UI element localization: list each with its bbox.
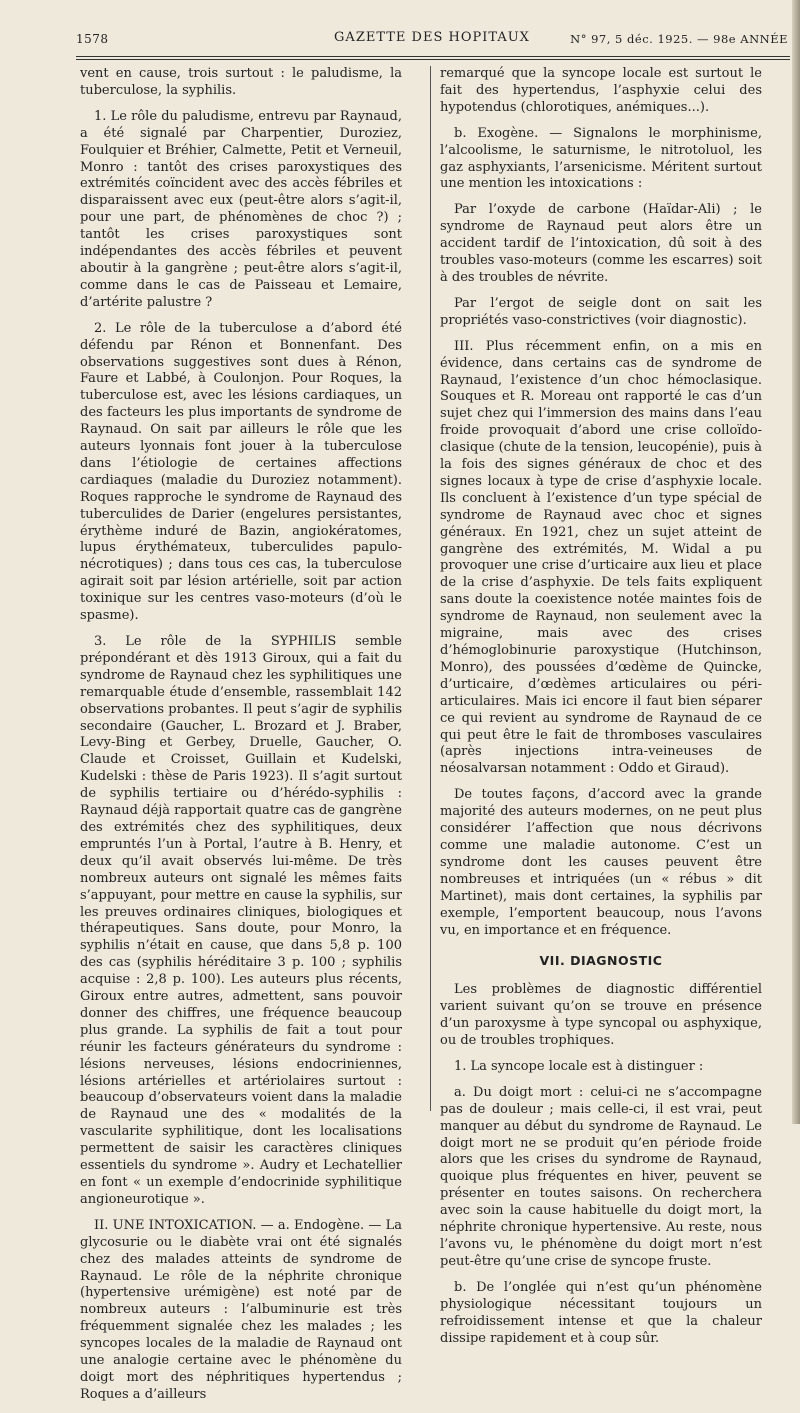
running-header: [76, 30, 788, 52]
paragraph: II. UNE INTOXICATION. — a. Endogène. — La glycosurie ou le diabète vrai ont été signalés chez des malades atteints de syndrome de Raynaud. Le rôle de la néphrite chronique (hypertensive urémigène) est noté par de nombreux auteurs : l’albuminurie est très fréquemment signalée chez les malades ; les syncopes locales de la maladie de Raynaud ont une analogie certaine avec le phénomène du doigt mort des néphritiques hypertendus ; Roques a d’ailleurs: [80, 1217, 402, 1402]
header-rule: [76, 59, 790, 60]
paragraph: 1. Le rôle du paludisme, entrevu par Raynaud, a été signalé par Charpentier, Duroziez, Foulquier et Bréhier, Calmette, Petit et Verneuil, Monro : tantôt des crises paroxystiques des extrémités coïncident avec des accès fébriles et disparaissent avec eux (peut-être alors s’agit-il, pour une part, de phénomènes de choc ?) ; tantôt les crises paroxystiques sont indépendantes des accès fébriles et peuvent aboutir à la gangrène ; peut-être alors s’agit-il, comme dans le cas de Paisseau et Lemaire, d’artérite palustre ?: [80, 108, 402, 310]
header-rule: [76, 56, 790, 57]
paragraph: 2. Le rôle de la tuberculose a d’abord été défendu par Rénon et Bonnenfant. Des observations suggestives sont dues à Rénon, Faure et Labbé, à Coulonjon. Pour Roques, la tuberculose est, avec les lésions cardiaques, un des facteurs les plus importants de syndrome de Raynaud. On sait par ailleurs le rôle que les auteurs lyonnais font jouer à la tuberculose dans l’étiologie de certaines affections cardiaques (maladie du Duroziez notamment). Roques rapproche le syndrome de Raynaud des tuberculides de Darier (engelures persistantes, érythème induré de Bazin, angiokératomes, lupus érythémateux, tuberculides papulo-nécrotiques) ; dans tous ces cas, la tuberculose agirait soit par lésion artérielle, soit par action toxinique sur les centres vaso-moteurs (d’où le spasme).: [80, 320, 402, 624]
right-column: [440, 66, 762, 1356]
paragraph: Par l’ergot de seigle dont on sait les propriétés vaso-constrictives (voir diagnostic).: [440, 295, 762, 328]
section-title: VII. DIAGNOSTIC: [539, 953, 663, 969]
paragraph: De toutes façons, d’accord avec la grande majorité des auteurs modernes, on ne peut plus considérer l’affection que nous décrivons comme une maladie autonome. C’est un syndrome dont les causes peuvent être nombreuses et intriquées (un « rébus » dit Martinet), mais dont certaines, la syphilis par exemple, l’emportent beaucoup, nous l’avons vu, en importance et en fréquence.: [440, 787, 762, 938]
paragraph: Par l’oxyde de carbone (Haïdar-Ali) ; le syndrome de Raynaud peut alors être un accident tardif de l’intoxication, dû soit à des troubles vaso-moteurs (comme les escarres) soit à des troubles de névrite.: [440, 202, 762, 285]
left-column: [80, 66, 402, 1413]
paragraph: a. Du doigt mort : celui-ci ne s’accompagne pas de douleur ; mais celle-ci, il est vrai, peut manquer au début du syndrome de Raynaud. Le doigt mort ne se produit qu’en période froide alors que les crises du syndrome de Raynaud, quoique plus fréquentes en hiver, peuvent se présenter en toutes saisons. On recherchera avec soin la cause habituelle du doigt mort, la néphrite chronique hypertensive. Au reste, nous l’avons vu, le phénomène du doigt mort n’est peut-être qu’une crise de syncope fruste.: [440, 1084, 762, 1269]
paragraph: remarqué que la syncope locale est surtout le fait des hypertendus, l’asphyxie celui des hypotendus (chlorotiques, anémiques...).: [440, 66, 762, 115]
page-number: 1578: [76, 32, 109, 46]
paragraph: Les problèmes de diagnostic différentiel varient suivant qu’on se trouve en présence d’un paroxysme à type syncopal ou asphyxique, ou de troubles trophiques.: [440, 982, 762, 1049]
paragraph: 1. La syncope locale est à distinguer :: [454, 1058, 704, 1074]
paragraph: 3. Le rôle de la SYPHILIS semble prépondérant et dès 1913 Giroux, qui a fait du syndrome de Raynaud chez les syphilitiques une remarquable étude d’ensemble, rassemblait 142 observations probantes. Il peut s’agir de syphilis secondaire (Gaucher, L. Brozard et J. Braber, Levy-Bing et Gerbey, Druelle, Gaucher, O. Claude et Croisset, Guillain et Kudelski, Kudelski : thèse de Paris 1923). Il s’agit surtout de syphilis tertiaire ou d’hérédo-syphilis : Raynaud déjà rapportait quatre cas de gangrène des extrémités chez des syphilitiques, deux empruntés l’un à Portal, l’autre à B. Henry, et deux qu’il avait observés lui-même. De très nombreux auteurs ont signalé les mêmes faits s’appuyant, pour mettre en cause la syphilis, sur les preuves ordinaires cliniques, biologiques et thérapeutiques. Sans doute, pour Monro, la syphilis n’était en cause, que dans 5,8 p. 100 des cas (syphilis héréditaire 3 p. 100 ; syphilis acquise : 2,8 p. 100). Les auteurs plus récents, Giroux entre autres, admettent, sans pouvoir donner des chiffres, une fréquence beaucoup plus grande. La syphilis de fait a tout pour réunir les facteurs générateurs du syndrome : lésions nerveuses, lésions endocriniennes, lésions artérielles et artériolaires surtout : beaucoup d’observateurs voient dans la maladie de Raynaud une des « modalités de la vascularite syphilitique, dont les localisations permettent de saisir les caractères cliniques essentiels du syndrome ». Audry et Lechatellier en font « un exemple d’endocrinide syphilitique angioneurotique ».: [80, 634, 402, 1207]
page-edge: [792, 0, 800, 1124]
paragraph: III. Plus récemment enfin, on a mis en évidence, dans certains cas de syndrome de Raynaud, l’existence d’un choc hémoclasique. Souques et R. Moreau ont rapporté le cas d’un sujet chez qui l’immersion des mains dans l’eau froide provoquait d’abord une crise colloïdo-clasique (chute de la tension, leucopénie), puis à la fois des signes généraux de choc et des signes locaux à type de crise d’asphyxie locale. Ils concluent à l’existence d’un type spécial de syndrome de Raynaud avec choc et signes généraux. En 1921, chez un sujet atteint de gangrène des extrémités, M. Widal a pu provoquer une crise d’urticaire aux lieu et place de la crise d’asphyxie. De tels faits expliquent sans doute la coexistence notée maintes fois de syndrome de Raynaud, non seulement avec la migraine, mais avec des crises d’hémoglobinurie paroxystique (Hutchinson, Monro), des poussées d’œdème de Quincke, d’urticaire, d’œdèmes articulaires ou péri-articulaires. Mais ici encore il faut bien séparer ce qui revient au syndrome de Raynaud de ce qui peut être le fait de thromboses vasculaires (après injections intra-veineuses de néosalvarsan notamment : Oddo et Giraud).: [440, 338, 762, 777]
issue-info: N° 97, 5 déc. 1925. — 98e ANNÉE: [570, 32, 788, 46]
journal-title: GAZETTE DES HOPITAUX: [334, 30, 530, 45]
column-divider: [430, 66, 431, 1111]
paragraph: b. De l’onglée qui n’est qu’un phénomène physiologique nécessitant toujours un refroidissement intense et que la chaleur dissipe rapidement et à coup sûr.: [440, 1279, 762, 1346]
paragraph: b. Exogène. — Signalons le morphinisme, l’alcoolisme, le saturnisme, le nitrotoluol, les gaz asphyxiants, l’arsenicisme. Méritent surtout une mention les intoxications :: [440, 125, 762, 192]
paragraph: vent en cause, trois surtout : le paludisme, la tuberculose, la syphilis.: [80, 66, 402, 98]
